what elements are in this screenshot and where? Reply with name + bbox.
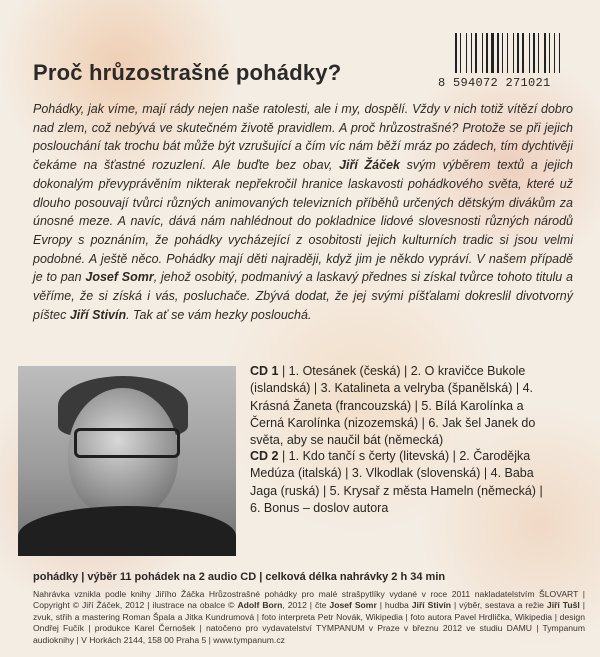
- credits-text-4: | výběr, sestava a režie: [451, 600, 547, 611]
- credits-director: Jiří Tušl: [546, 600, 580, 611]
- narrator-name: Josef Somr: [85, 270, 154, 285]
- credits-text-1: Nahrávka vznikla podle knihy Jiřího Žáčka Hrůzostrašné pohádky pro malé strašpytlíky vydané v roce 2011 nakladatelstvím ŠLOVART | Copyright © Jiří Žáček, 2012 | ilustrace na obalce ©: [33, 589, 585, 611]
- cd2-label: CD 2: [250, 449, 279, 463]
- intro-paragraph: [33, 100, 573, 324]
- cd2-tracks: | 1. Kdo tančí s čerty (litevská) | 2. Čarodějka Medúza (italská) | 3. Vlkodlak (slovenská) | 4. Baba Jaga (ruská) | 5. Krysař z města Hameln (německá) | 6. Bonus – doslov autora: [250, 449, 543, 515]
- credits-text-2: , 2012 | čte: [282, 600, 330, 611]
- credits-text-5: | zvuk, střih a mastering Roman Špala a Jitka Kundrumová | foto interpreta Petr Novák, Wikipedia | foto autora Pavel Hrdlička, Wikipedia | design Ondřej Fučík | produkce Karel Černošek | natočeno pro vydavatelství TYMPANUM v Praze v březnu 2012 ve studiu DAMU | Tympanum audioknihy | V Horkách 2144, 158 00 Praha 5 | www.tympanum.cz: [33, 600, 585, 645]
- credits-text-3: | hudba: [376, 600, 412, 611]
- credits-musician: Jiří Stivín: [411, 600, 452, 611]
- intro-text-1: Pohádky, jak víme, mají rády nejen naše ratolesti, ale i my, dospělí. Vždy v nich totiž vítězí dobro nad zlem, což nebývá ve skutečném životě pravidlem. A proč hrůzostrašné? Protože se při jejich poslouchání tak trochu bát může být vzrušující a čím víc nám běží mráz po zádech, tím dychtivěji čekáme na šťastné rozuzlení. Ale buďte bez obav,: [33, 102, 573, 173]
- cd1-tracklist: [250, 363, 555, 449]
- author-name: Jiří Žáček: [339, 158, 400, 173]
- barcode-number: 8 594072 271021: [438, 76, 551, 90]
- page-title: Proč hrůzostrašné pohádky?: [33, 60, 342, 85]
- credits: [33, 589, 585, 646]
- intro-text-4: . Tak ať se vám hezky poslouchá.: [126, 307, 312, 322]
- cd1-tracks: | 1. Otesánek (česká) | 2. O kravičce Bukole (islandská) | 3. Katalineta a velryba (španělská) | 4. Krásná Žaneta (francouzská) | 5. Bílá Karolínka a Černá Karolínka (nizozemská) | 6. Jak šel Janek do světa, aby se naučil bát (německá): [250, 364, 536, 448]
- barcode: [455, 33, 567, 73]
- intro-text-3: , jehož osobitý, podmanivý a laskavý přednes si získal tvůrce tohoto titulu a věříme, že si získá i vás, posluchače. Zbývá dodat, že jej svými píšťalami dokreslil divotvorný píštec: [33, 270, 573, 322]
- intro-text-2: svým výběrem textů a jejich dokonalým převyprávěním nikterak nepřekročil hranice laskavosti pohádkového světa, které už dlouho posouvají tvůrci různých animovaných televizních příběhů určených dětským divákům za únosné meze. A navíc, dává nám nahlédnout do pokladnice lidové slovesnosti různých národů Evropy s poznáním, že pohádky vycházející z osobitosti jejich kulturních tradic si jsou velmi podobné. A ještě něco. Pohádky mají děti najraději, když jim je někdo vypráví. V našem případě je to pan: [33, 158, 574, 285]
- musician-name: Jiří Stivín: [69, 307, 127, 322]
- narrator-photo: [18, 366, 236, 556]
- credits-narrator: Josef Somr: [329, 600, 377, 611]
- illustrator-name: Adolf Born: [237, 600, 283, 611]
- cd1-label: CD 1: [250, 364, 279, 378]
- album-summary: pohádky | výběr 11 pohádek na 2 audio CD | celková délka nahrávky 2 h 34 min: [33, 571, 446, 583]
- cd2-tracklist: [250, 448, 555, 517]
